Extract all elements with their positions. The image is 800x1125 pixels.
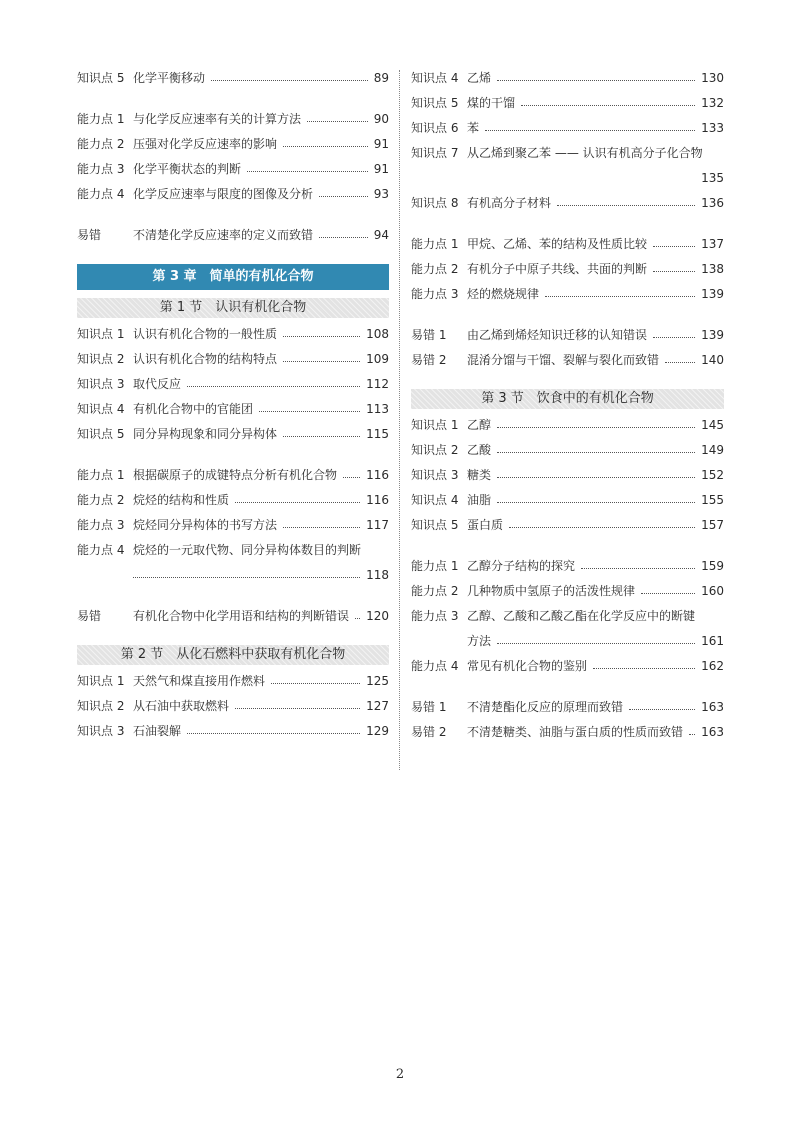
leader-dots: [497, 452, 695, 453]
leader-dots: [283, 146, 368, 147]
leader-dots: [319, 237, 368, 238]
entry-page: 162: [701, 659, 724, 673]
leader-dots: [235, 502, 360, 503]
entry-label: 能力点 3: [77, 518, 125, 532]
leader-dots: [247, 171, 368, 172]
entry-label: 知识点 4: [411, 71, 459, 85]
entry-page: 127: [366, 699, 389, 713]
entry-title: 乙醇、乙酸和乙酸乙酯在化学反应中的断键: [467, 609, 696, 623]
entry-label: 知识点 8: [411, 196, 459, 210]
entry-page: 145: [701, 418, 724, 432]
toc-entry[interactable]: [77, 157, 389, 182]
entry-label: 能力点 1: [411, 559, 459, 573]
toc-group: [77, 463, 389, 538]
entry-page: 115: [366, 427, 389, 441]
toc-entry[interactable]: [77, 513, 389, 538]
toc-entry[interactable]: [77, 223, 389, 248]
leader-dots: [319, 196, 368, 197]
entry-page: 160: [701, 584, 724, 598]
toc-group: [77, 66, 389, 91]
entry-title: 有机分子中原子共线、共面的判断: [467, 262, 648, 276]
entry-page: 157: [701, 518, 724, 532]
entry-page: 139: [701, 287, 724, 301]
entry-title: 甲烷、乙烯、苯的结构及性质比较: [467, 237, 648, 251]
entry-title: 与化学反应速率有关的计算方法: [133, 112, 302, 126]
entry-page: 163: [701, 725, 724, 739]
entry-label: 能力点 4: [411, 659, 459, 673]
entry-title: 烷烃同分异构体的书写方法: [133, 518, 278, 532]
leader-dots: [629, 709, 695, 710]
entry-label: 知识点 2: [411, 443, 459, 457]
toc-group: [77, 322, 389, 447]
entry-label: 知识点 4: [411, 493, 459, 507]
leader-dots: [271, 683, 360, 684]
entry-label: 易错: [77, 228, 102, 242]
entry-label: 能力点 1: [77, 468, 125, 482]
entry-page: 116: [366, 468, 389, 482]
entry-label: 知识点 5: [77, 427, 125, 441]
entry-title: 烷烃的一元取代物、同分异构体数目的判断: [133, 543, 362, 557]
entry-title: 不清楚化学反应速率的定义而致错: [133, 228, 314, 242]
toc-entry[interactable]: [411, 513, 724, 538]
entry-title: 取代反应: [133, 377, 182, 391]
toc-entry[interactable]: [77, 463, 389, 488]
entry-label: 知识点 5: [411, 96, 459, 110]
section-heading[interactable]: 第 2 节 从化石燃料中获取有机化合物: [77, 645, 389, 665]
entry-page: 130: [701, 71, 724, 85]
entry-page: 91: [373, 162, 389, 176]
entry-page: 149: [701, 443, 724, 457]
entry-page: 129: [366, 724, 389, 738]
entry-title: 乙醇: [467, 418, 492, 432]
leader-dots: [283, 436, 360, 437]
leader-dots: [653, 337, 695, 338]
toc-entry[interactable]: [411, 654, 724, 679]
entry-label: 知识点 1: [77, 327, 125, 341]
entry-title: 蛋白质: [467, 518, 504, 532]
entry-page: 163: [701, 700, 724, 714]
leader-dots: [581, 568, 695, 569]
entry-label: 知识点 4: [77, 402, 125, 416]
toc-entry-continuation[interactable]: [77, 563, 389, 588]
toc-entry[interactable]: [411, 141, 724, 166]
entry-title: 不清楚酯化反应的原理而致错: [467, 700, 624, 714]
leader-dots: [283, 336, 360, 337]
toc-entry[interactable]: [77, 182, 389, 207]
toc-entry[interactable]: [411, 282, 724, 307]
entry-page: 116: [366, 493, 389, 507]
toc-entry[interactable]: [77, 538, 389, 563]
entry-label: 知识点 3: [77, 724, 125, 738]
entry-label: 易错 1: [411, 700, 447, 714]
entry-title: 几种物质中氢原子的活泼性规律: [467, 584, 636, 598]
toc-entry[interactable]: [77, 669, 389, 694]
toc-entry[interactable]: [411, 348, 724, 373]
entry-title: 常见有机化合物的鉴别: [467, 659, 588, 673]
entry-title: 油脂: [467, 493, 492, 507]
entry-page: 132: [701, 96, 724, 110]
entry-page: 161: [701, 634, 724, 648]
leader-dots: [497, 427, 695, 428]
toc-entry[interactable]: [411, 463, 724, 488]
toc-entry[interactable]: [411, 116, 724, 141]
entry-page: 138: [701, 262, 724, 276]
entry-page: 90: [373, 112, 389, 126]
entry-page: 125: [366, 674, 389, 688]
leader-dots: [497, 80, 695, 81]
entry-label: 易错 1: [411, 328, 447, 342]
entry-title: 乙醇分子结构的探究: [467, 559, 576, 573]
entry-title: 根据碳原子的成键特点分析有机化合物: [133, 468, 338, 482]
entry-title: 石油裂解: [133, 724, 182, 738]
entry-title: 不清楚糖类、油脂与蛋白质的性质而致错: [467, 725, 684, 739]
entry-label: 知识点 6: [411, 121, 459, 135]
toc-entry[interactable]: [77, 397, 389, 422]
toc-group: [77, 669, 389, 744]
entry-page: 152: [701, 468, 724, 482]
entry-label: 能力点 3: [411, 609, 459, 623]
leader-dots: [689, 734, 695, 735]
leader-dots: [653, 246, 695, 247]
entry-label: 能力点 1: [77, 112, 125, 126]
entry-page: 136: [701, 196, 724, 210]
toc-entry[interactable]: [411, 604, 724, 629]
entry-title: 认识有机化合物的一般性质: [133, 327, 278, 341]
leader-dots: [545, 296, 695, 297]
entry-title: 糖类: [467, 468, 492, 482]
entry-label: 知识点 2: [77, 352, 125, 366]
entry-title: 有机化合物中的官能团: [133, 402, 254, 416]
toc-entry[interactable]: [411, 323, 724, 348]
entry-page: 91: [373, 137, 389, 151]
entry-title: 乙酸: [467, 443, 492, 457]
toc-entry[interactable]: [77, 372, 389, 397]
entry-label: 知识点 3: [77, 377, 125, 391]
leader-dots: [557, 205, 695, 206]
toc-entry[interactable]: [411, 579, 724, 604]
entry-title: 由乙烯到烯烃知识迁移的认知错误: [467, 328, 648, 342]
left-column: [77, 66, 389, 744]
toc-entry[interactable]: [411, 66, 724, 91]
leader-dots: [259, 411, 360, 412]
entry-page: 112: [366, 377, 389, 391]
toc-entry[interactable]: [77, 107, 389, 132]
entry-label: 能力点 3: [77, 162, 125, 176]
entry-label: 知识点 5: [411, 518, 459, 532]
toc-group: [411, 66, 724, 141]
entry-page: 109: [366, 352, 389, 366]
entry-label: 能力点 2: [77, 493, 125, 507]
entry-label: 能力点 3: [411, 287, 459, 301]
toc-entry[interactable]: [77, 322, 389, 347]
toc-entry[interactable]: [411, 257, 724, 282]
entry-label: 易错 2: [411, 725, 447, 739]
leader-dots: [283, 527, 360, 528]
entry-title: 化学反应速率与限度的图像及分析: [133, 187, 314, 201]
leader-dots: [133, 577, 360, 578]
entry-label: 能力点 4: [77, 187, 125, 201]
entry-title: 从乙烯到聚乙苯 —— 认识有机高分子化合物: [467, 146, 703, 160]
toc-entry-continuation[interactable]: [411, 629, 724, 654]
entry-title: 化学平衡状态的判断: [133, 162, 242, 176]
entry-page: 108: [366, 327, 389, 341]
entry-title: 煤的干馏: [467, 96, 516, 110]
entry-title: 从石油中获取燃料: [133, 699, 230, 713]
toc-group: [77, 223, 389, 248]
toc-entry[interactable]: [411, 91, 724, 116]
toc-entry[interactable]: [77, 422, 389, 447]
entry-label: 能力点 2: [411, 262, 459, 276]
right-column: [411, 66, 724, 745]
toc-entry[interactable]: [411, 554, 724, 579]
toc-entry[interactable]: [411, 191, 724, 216]
entry-title: 认识有机化合物的结构特点: [133, 352, 278, 366]
toc-entry[interactable]: [77, 66, 389, 91]
toc-entry[interactable]: [77, 694, 389, 719]
entry-page: 93: [373, 187, 389, 201]
entry-title: 压强对化学反应速率的影响: [133, 137, 278, 151]
section-heading[interactable]: 第 3 节 饮食中的有机化合物: [411, 389, 724, 409]
entry-label: 知识点 3: [411, 468, 459, 482]
entry-page: 113: [366, 402, 389, 416]
entry-label: 知识点 5: [77, 71, 125, 85]
toc-entry[interactable]: [77, 347, 389, 372]
entry-page: 135: [701, 171, 724, 185]
entry-label: 能力点 1: [411, 237, 459, 251]
leader-dots: [211, 80, 368, 81]
entry-page: 120: [366, 609, 389, 623]
leader-dots: [283, 361, 360, 362]
leader-dots: [593, 668, 695, 669]
toc-group: [77, 107, 389, 207]
entry-title: 化学平衡移动: [133, 71, 206, 85]
entry-page: 139: [701, 328, 724, 342]
entry-title: 同分异构现象和同分异构体: [133, 427, 278, 441]
toc-entry[interactable]: [411, 438, 724, 463]
page-number: 2: [395, 1067, 405, 1082]
entry-label: 易错: [77, 609, 102, 623]
leader-dots: [307, 121, 368, 122]
toc-entry[interactable]: [77, 132, 389, 157]
entry-page: 159: [701, 559, 724, 573]
leader-dots: [187, 386, 360, 387]
entry-title: 烷烃的结构和性质: [133, 493, 230, 507]
entry-title: 苯: [467, 121, 480, 135]
entry-page: 94: [373, 228, 389, 242]
entry-label: 能力点 2: [77, 137, 125, 151]
toc-entry[interactable]: [77, 719, 389, 744]
toc-group: [411, 413, 724, 538]
leader-dots: [485, 130, 695, 131]
toc-entry[interactable]: [411, 720, 724, 745]
entry-page: 140: [701, 353, 724, 367]
leader-dots: [235, 708, 360, 709]
leader-dots: [497, 643, 695, 644]
entry-label: 知识点 2: [77, 699, 125, 713]
entry-title: 有机高分子材料: [467, 196, 552, 210]
entry-page: 137: [701, 237, 724, 251]
leader-dots: [187, 733, 360, 734]
toc-group: [411, 232, 724, 307]
toc-entry-continuation[interactable]: [411, 166, 724, 191]
toc-entry[interactable]: [411, 695, 724, 720]
section-heading[interactable]: 第 1 节 认识有机化合物: [77, 298, 389, 318]
entry-label: 知识点 1: [77, 674, 125, 688]
entry-title: 乙烯: [467, 71, 492, 85]
entry-title: 混淆分馏与干馏、裂解与裂化而致错: [467, 353, 660, 367]
entry-page: 133: [701, 121, 724, 135]
entry-title-continued: 方法: [467, 634, 492, 648]
toc-entry[interactable]: [77, 604, 389, 629]
toc-group: [411, 323, 724, 373]
entry-title: 有机化合物中化学用语和结构的判断错误: [133, 609, 350, 623]
entry-title: 天然气和煤直接用作燃料: [133, 674, 266, 688]
toc-entry[interactable]: [411, 232, 724, 257]
toc-group: [411, 695, 724, 745]
leader-dots: [343, 477, 360, 478]
toc-group: [411, 554, 724, 604]
leader-dots: [665, 362, 695, 363]
toc-entry[interactable]: [77, 488, 389, 513]
entry-label: 能力点 2: [411, 584, 459, 598]
column-divider: [399, 70, 400, 770]
leader-dots: [497, 502, 695, 503]
entry-title: 烃的燃烧规律: [467, 287, 540, 301]
toc-entry[interactable]: [411, 413, 724, 438]
leader-dots: [497, 477, 695, 478]
leader-dots: [509, 527, 695, 528]
leader-dots: [521, 105, 695, 106]
leader-dots: [355, 618, 360, 619]
toc-entry[interactable]: [411, 488, 724, 513]
chapter-heading[interactable]: 第 3 章 简单的有机化合物: [77, 264, 389, 290]
entry-label: 知识点 7: [411, 146, 459, 160]
entry-page: 118: [366, 568, 389, 582]
entry-label: 能力点 4: [77, 543, 125, 557]
entry-label: 易错 2: [411, 353, 447, 367]
entry-label: 知识点 1: [411, 418, 459, 432]
entry-page: 117: [366, 518, 389, 532]
leader-dots: [641, 593, 695, 594]
leader-dots: [653, 271, 695, 272]
entry-page: 155: [701, 493, 724, 507]
entry-page: 89: [373, 71, 389, 85]
